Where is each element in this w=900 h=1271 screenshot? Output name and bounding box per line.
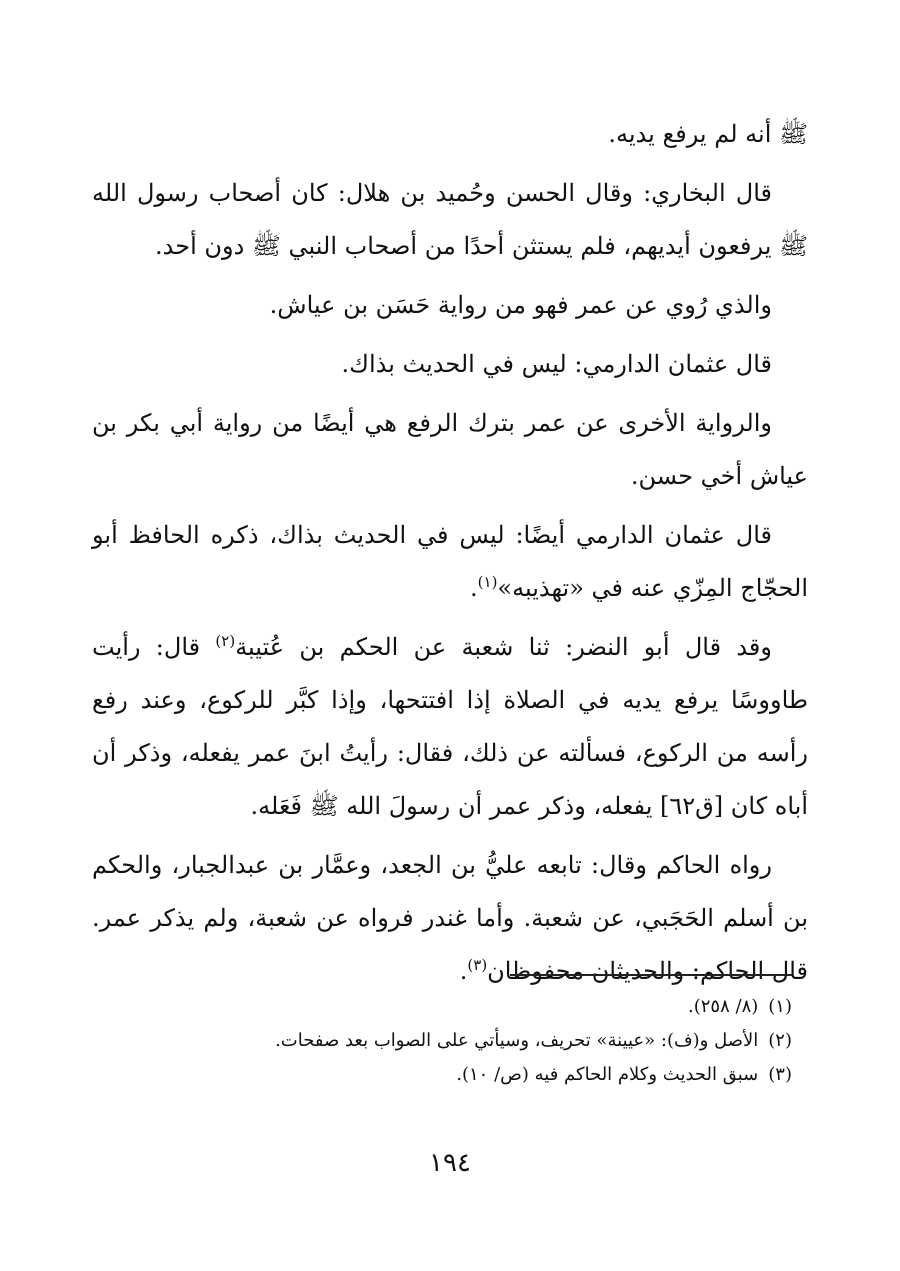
footnote-text: الأصل و(ف): «عيينة» تحريف، وسيأتي على الصواب بعد صفحات. <box>275 1030 759 1051</box>
footnote <box>92 1058 792 1092</box>
page-number: ١٩٤ <box>429 1148 471 1178</box>
paragraph: والرواية الأخرى عن عمر بترك الرفع هي أيضًا من رواية أبي بكر بن عياش أخي حسن. <box>92 409 808 490</box>
footnote-number: (٣) <box>768 1064 792 1085</box>
paragraph: ﷺ أنه لم يرفع يديه. <box>608 120 808 148</box>
footnote <box>92 1024 792 1058</box>
paragraph: قال البخاري: وقال الحسن وحُميد بن هلال: كان أصحاب رسول الله ﷺ يرفعون أيديهم، فلم يستثن أحدًا من أصحاب النبي ﷺ دون أحد. <box>92 179 808 260</box>
paragraph: وقد قال أبو النضر: ثنا شعبة عن الحكم بن عُتيبة$^{(٢)}$ قال: رأيت طاووسًا يرفع يديه في الصلاة إذا افتتحها، وإذا كبَّر للركوع، وعند رفع رأسه من الركوع، فسألته عن ذلك، فقال: رأيتُ ابنَ عمر يفعله، وذكر أن أباه كان [ق٦٢] يفعله، وذكر عمر أن رسولَ الله ﷺ فَعَله. <box>92 632 808 820</box>
footnotes <box>92 990 792 1092</box>
paragraph: رواه الحاكم وقال: تابعه عليُّ بن الجعد، وعمَّار بن عبدالجبار، والحكم بن أسلم الحَجَبي، عن شعبة. وأما غندر فرواه عن شعبة، ولم يذكر عمر. قال الحاكم: والحديثان محفوظان$^{(٣)}$. <box>92 851 808 985</box>
footnote-number: (١) <box>768 996 792 1017</box>
paragraph: قال عثمان الدارمي: ليس في الحديث بذاك. <box>341 350 772 378</box>
paragraph: قال عثمان الدارمي أيضًا: ليس في الحديث بذاك، ذكره الحافظ أبو الحجّاج المِزّي عنه في «تهذيبه»$^{(١)}$. <box>92 521 808 602</box>
footnote-text: سبق الحديث وكلام الحاكم فيه (ص/ ١٠). <box>456 1064 759 1085</box>
main-text <box>92 108 808 1004</box>
footnote <box>92 990 792 1024</box>
footnote-number: (٢) <box>768 1030 792 1051</box>
footnote-text: (٨/ ٢٥٨). <box>688 996 759 1017</box>
footnote-ref[interactable]: (١) <box>477 573 498 591</box>
paragraph: والذي رُوي عن عمر فهو من رواية حَسَن بن عياش. <box>269 291 772 319</box>
footnote-ref[interactable]: (٢) <box>215 632 236 650</box>
footnote-divider <box>510 974 792 976</box>
footnote-ref[interactable]: (٣) <box>467 956 488 974</box>
